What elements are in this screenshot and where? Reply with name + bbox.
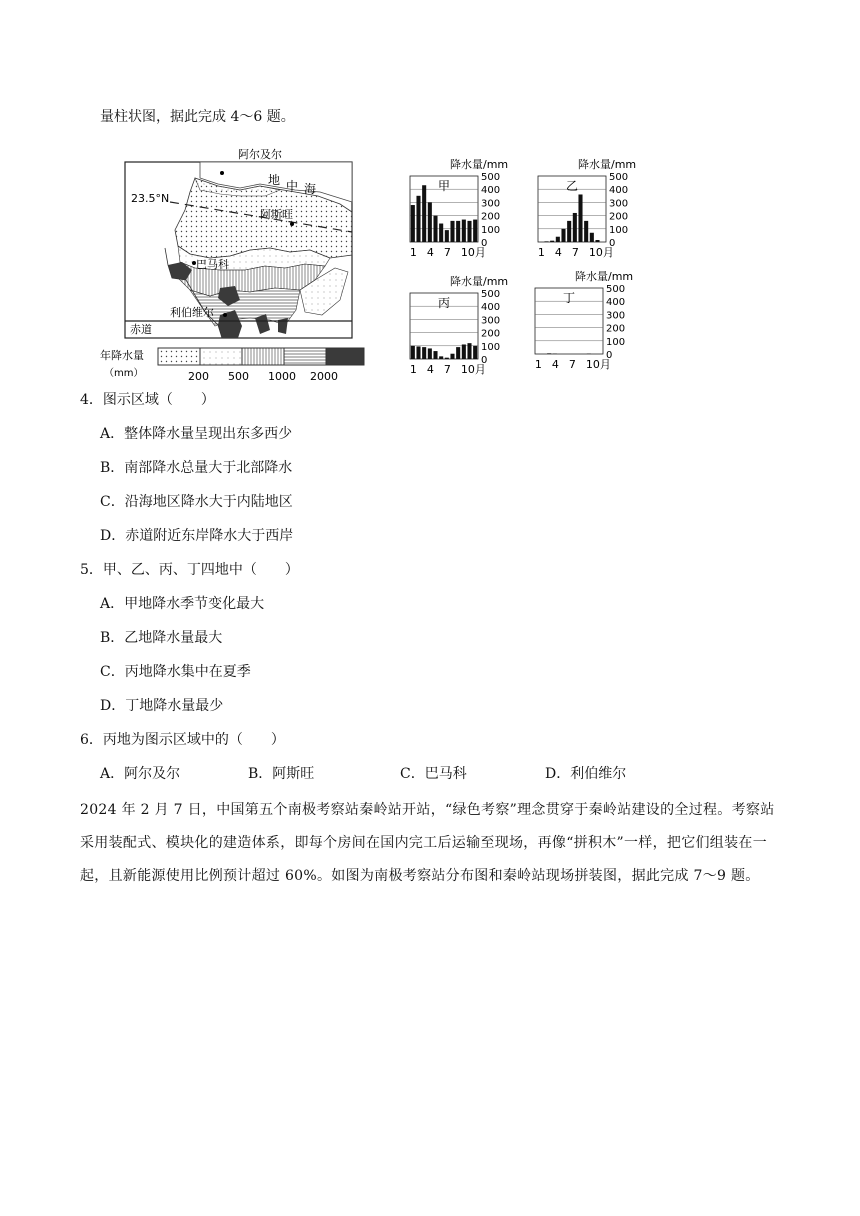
chart-1-bar [411, 205, 415, 242]
chart-1-bar [473, 220, 477, 242]
algiers-marker [220, 171, 224, 175]
chart-3-ytick: 100 [481, 341, 501, 353]
chart-3-bar [473, 346, 477, 359]
chart-1-bar [445, 230, 449, 242]
chart-3-xtick: 10月 [460, 363, 486, 376]
chart-2-bar [578, 194, 582, 242]
question-6-stem: 6．丙地为图示区域中的（ ） [80, 732, 285, 748]
chart-2-xtick: 4 [554, 246, 562, 259]
label-med-3: 海 [304, 182, 317, 196]
chart-1-bar [422, 185, 426, 242]
chart-1-ylabel: 降水量/mm [450, 158, 509, 171]
aswan-marker [290, 222, 294, 226]
chart-1-xtick: 7 [443, 246, 451, 259]
chart-1-ytick: 300 [481, 198, 501, 210]
chart-3-bar [422, 347, 426, 359]
question-5-option-a: A．甲地降水季节变化最大 [100, 596, 265, 612]
chart-3-xtick: 7 [443, 363, 451, 376]
question-5-stem: 5．甲、乙、丙、丁四地中（ ） [80, 562, 299, 578]
label-aswan: 阿斯旺 [260, 208, 293, 221]
chart-4-xtick: 1 [534, 358, 542, 371]
chart-2-ylabel: 降水量/mm [578, 158, 637, 171]
question-6-option-d: D．利伯维尔 [545, 766, 627, 782]
chart-3-ytick: 300 [481, 315, 501, 327]
question-5-option-d: D．丁地降水量最少 [100, 698, 224, 714]
label-equator: 赤道 [130, 323, 152, 336]
chart-2-ytick: 300 [609, 198, 629, 210]
chart-4-xtick: 7 [568, 358, 576, 371]
chart-3-ytick: 200 [481, 328, 501, 340]
chart-3-bar [433, 351, 437, 359]
chart-2-bar [550, 241, 554, 242]
chart-4-ytick: 500 [606, 284, 626, 295]
question-6-option-a: A．阿尔及尔 [100, 766, 181, 782]
question-4-option-b: B．南部降水总量大于北部降水 [100, 460, 293, 476]
chart-4-xtick: 4 [551, 358, 559, 371]
chart-2-station-label: 乙 [566, 179, 579, 193]
chart-3-bar [416, 346, 420, 359]
legend-tick-1000: 1000 [268, 370, 296, 383]
chart-3-bar [450, 354, 454, 359]
chart-2-xtick: 1 [537, 246, 545, 259]
chart-2-ytick: 100 [609, 224, 629, 236]
chart-4-ytick: 400 [606, 297, 626, 309]
label-med-2: 中 [286, 179, 299, 193]
chart-4-ytick: 0 [606, 350, 613, 361]
chart-1-bar [467, 221, 471, 242]
question-6-option-b: B．阿斯旺 [248, 766, 315, 782]
libreville-marker [223, 313, 227, 317]
chart-4-station-label: 丁 [563, 291, 576, 305]
chart-3-bar [462, 344, 466, 359]
chart-4-ylabel: 降水量/mm [575, 270, 634, 283]
chart-1-ytick: 500 [481, 172, 501, 183]
chart-1-bar [456, 221, 460, 242]
chart-3-ylabel: 降水量/mm [450, 275, 509, 288]
chart-1-ytick: 0 [481, 238, 488, 249]
chart-3-bar [467, 343, 471, 359]
chart-2-bar [561, 229, 565, 242]
chart-1-bar [416, 196, 420, 242]
label-med-1: 地 [268, 173, 281, 187]
legend-tick-2000: 2000 [310, 370, 338, 383]
chart-2-ytick: 400 [609, 185, 629, 197]
chart-1-ytick: 200 [481, 211, 501, 223]
chart-1-bar [428, 202, 432, 242]
chart-1-ytick: 100 [481, 224, 501, 236]
chart-2-xtick: 10月 [588, 246, 614, 259]
label-algiers: 阿尔及尔 [238, 148, 282, 161]
chart-4-ytick: 200 [606, 323, 626, 335]
chart-3-bar [456, 347, 460, 359]
chart-2-bar [573, 213, 577, 242]
chart-2-bar [556, 237, 560, 242]
chart-3-xtick: 4 [426, 363, 434, 376]
legend-tick-500: 500 [228, 370, 249, 383]
question-4-stem: 4．图示区域（ ） [80, 392, 215, 408]
chart-1-ytick: 400 [481, 185, 501, 197]
chart-2-bar [584, 221, 588, 242]
chart-2-bar [567, 221, 571, 242]
chart-4-ytick: 100 [606, 336, 626, 348]
legend-unit: （mm） [104, 368, 144, 379]
chart-1-station-label: 甲 [438, 179, 451, 193]
chart-4-xtick: 10月 [585, 358, 611, 371]
label-libreville: 利伯维尔 [170, 306, 214, 319]
question-5-option-b: B．乙地降水量最大 [100, 630, 223, 646]
chart-3-bar [428, 348, 432, 359]
chart-1-bar [439, 224, 443, 242]
chart-3-ytick: 500 [481, 289, 501, 300]
chart-2-ytick: 0 [609, 238, 616, 249]
question-4-option-c: C．沿海地区降水大于内陆地区 [100, 494, 293, 510]
label-tropic: 23.5°N [131, 192, 170, 205]
question-6-option-c: C．巴马科 [400, 766, 467, 782]
chart-3-xtick: 1 [409, 363, 417, 376]
question-5-option-c: C．丙地降水集中在夏季 [100, 664, 251, 680]
chart-3-ytick: 400 [481, 302, 501, 314]
chart-1-bar [462, 220, 466, 242]
legend-title: 年降水量 [100, 349, 144, 362]
question-4-option-a: A．整体降水量呈现出东多西少 [100, 426, 293, 442]
chart-2-xtick: 7 [571, 246, 579, 259]
chart-4-bar [547, 353, 551, 354]
chart-2-ytick: 500 [609, 172, 629, 183]
chart-3-ytick: 0 [481, 355, 488, 366]
chart-1-bar [433, 216, 437, 242]
question-4-option-d: D．赤道附近东岸降水大于西岸 [100, 528, 294, 544]
chart-3-bar [445, 358, 449, 359]
chart-2-bar [544, 241, 548, 242]
intro-text-tail: 量柱状图，据此完成 4～6 题。 [100, 109, 295, 125]
chart-1-bar [450, 221, 454, 242]
precipitation-bar-charts [400, 148, 660, 378]
chart-2-bar [590, 233, 594, 242]
legend-tick-200: 200 [188, 370, 209, 383]
chart-1-xtick: 4 [426, 246, 434, 259]
chart-3-station-label: 丙 [438, 296, 451, 310]
passage-qinling-station: 2024 年 2 月 7 日，中国第五个南极考察站秦岭站开站，“绿色考察”理念贯穿于秦岭站建设的全过程。考察站采用装配式、模块化的建造体系，即每个房间在国内完工后运输至现场，再像“拼积木”一样，把它们组装在一起，且新能源使用比例预计超过 60%。如图为南极考察站分布图和秦岭站现场拼装图，据此完成 7～9 题。 [80, 802, 775, 884]
chart-4-ytick: 300 [606, 310, 626, 322]
chart-2-ytick: 200 [609, 211, 629, 223]
chart-3-bar [439, 356, 443, 359]
chart-1-xtick: 10月 [460, 246, 486, 259]
chart-2-bar [595, 240, 599, 242]
label-bamako: 巴马科 [196, 258, 229, 271]
chart-3-bar [411, 346, 415, 359]
africa-precipitation-map [100, 140, 370, 385]
chart-1-xtick: 1 [409, 246, 417, 259]
